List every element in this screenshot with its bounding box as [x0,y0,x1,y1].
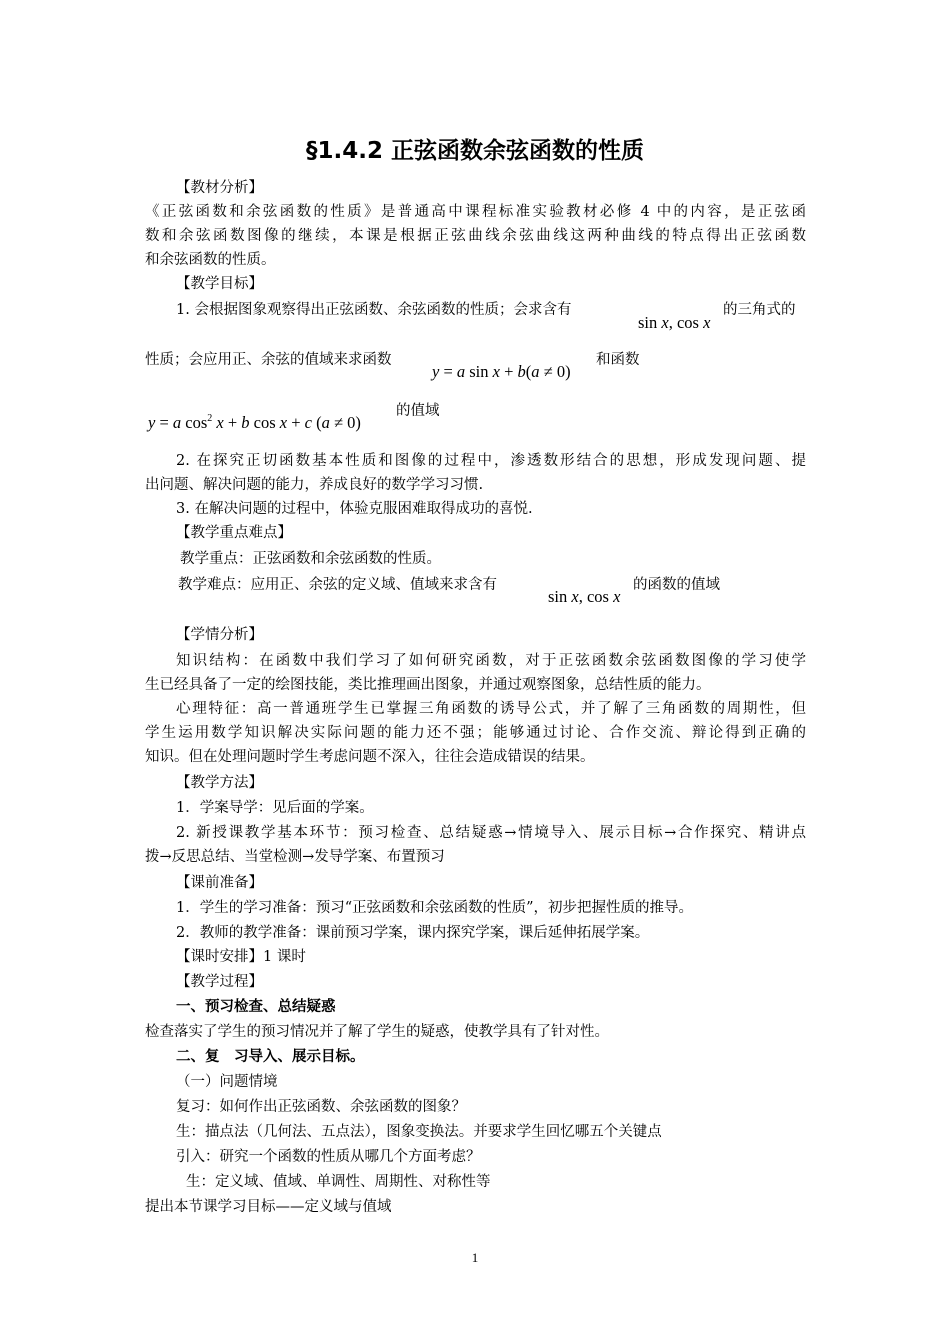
math-formula-y-acos2x: y = a $\cos^2 x + b$ cos x + c (a ≠ 0) [148,413,361,432]
heading-zhongdian: 【教学重点难点】 [176,525,292,541]
paragraph-line: 性质；会应用正、余弦的值域来求函数 [145,352,392,368]
paragraph-line: 检查落实了学生的预习情况并了解了学生的疑惑，使教学具有了针对性。 [145,1024,609,1040]
paragraph-line: 2. 新授课教学基本环节：预习检查、总结疑惑→情境导入、展示目标→合作探究、精讲点 [176,825,806,841]
heading-jiaocai: 【教材分析】 [176,180,263,196]
section-heading-1: 一、预习检查、总结疑惑 [176,999,336,1015]
heading-zhunbei: 【课前准备】 [176,875,263,891]
heading-guocheng: 【教学过程】 [176,974,263,990]
paragraph-line: 2. 在探究正切函数基本性质和图像的过程中，渗透数形结合的思想，形成发现问题、提 [176,453,806,469]
paragraph-line: 知识。但在处理问题时学生考虑问题不深入，往往会造成错误的结果。 [145,749,595,765]
paragraph-line: 生：描点法（几何法、五点法），图象变换法。并要求学生回忆哪五个关键点 [176,1124,662,1140]
math-formula-sinx-cosx: sin x, cos x [638,313,711,332]
paragraph-line: （一）问题情境 [176,1074,278,1090]
paragraph-line: 的函数的值域 [633,577,720,593]
paragraph-line: 的值域 [396,403,440,419]
paragraph-line: 引入：研究一个函数的性质从哪几个方面考虑？ [176,1149,481,1165]
section-heading-2: 二、复 习导入、展示目标。 [176,1049,365,1065]
paragraph-line: 拨→反思总结、当堂检测→发导学案、布置预习 [145,849,445,865]
math-formula-sinx-cosx: sin x, cos x [548,587,621,606]
paragraph-line: 1．学案导学：见后面的学案。 [176,800,374,816]
heading-fangfa: 【教学方法】 [176,775,263,791]
paragraph-line: 心理特征：高一普通班学生已掌握三角函数的诱导公式，并了解了三角函数的周期性，但 [176,701,806,717]
paragraph-line: 1. 会根据图象观察得出正弦函数、余弦函数的性质；会求含有 [176,302,572,318]
paragraph-line: 3. 在解决问题的过程中，体验克服困难取得成功的喜悦. [176,501,533,517]
heading-anpai: 【课时安排】1 课时 [176,949,306,965]
paragraph-line: 和余弦函数的性质。 [145,252,276,268]
heading-mubiao: 【教学目标】 [176,276,263,292]
paragraph-line: 教学重点：正弦函数和余弦函数的性质。 [180,551,441,567]
page-title: §1.4.2 正弦函数余弦函数的性质 [306,138,644,164]
paragraph-line: 知识结构：在函数中我们学习了如何研究函数，对于正弦函数余弦函数图像的学习使学 [176,653,806,669]
paragraph-line: 《正弦函数和余弦函数的性质》是普通高中课程标准实验教材必修 4 中的内容，是正弦函 [145,204,806,220]
paragraph-line: 数和余弦函数图像的继续，本课是根据正弦曲线余弦曲线这两种曲线的特点得出正弦函数 [145,228,806,244]
paragraph-line: 出问题、解决问题的能力，养成良好的数学学习习惯. [145,477,484,493]
paragraph-line: 提出本节课学习目标——定义域与值域 [145,1199,392,1215]
page-number: 1 [471,1250,479,1265]
paragraph-line: 复习：如何作出正弦函数、余弦函数的图象？ [176,1099,466,1115]
paragraph-line: 和函数 [596,352,640,368]
paragraph-line: 生：定义域、值域、单调性、周期性、对称性等 [186,1174,491,1190]
heading-xueqing: 【学情分析】 [176,627,263,643]
math-formula-y-asinx-b: y = a sin x + b(a ≠ 0) [432,362,571,381]
paragraph-line: 学生运用数学知识解决实际问题的能力还不强；能够通过讨论、合作交流、辩论得到正确的 [145,725,806,741]
paragraph-line: 的三角式的 [723,302,796,318]
paragraph-line: 2．教师的教学准备：课前预习学案，课内探究学案，课后延伸拓展学案。 [176,925,650,941]
paragraph-line: 生已经具备了一定的绘图技能，类比推理画出图象，并通过观察图象，总结性质的能力。 [145,677,711,693]
paragraph-line: 教学难点：应用正、余弦的定义域、值域来求含有 [178,577,497,593]
paragraph-line: 1．学生的学习准备：预习“正弦函数和余弦函数的性质”，初步把握性质的推导。 [176,900,694,916]
